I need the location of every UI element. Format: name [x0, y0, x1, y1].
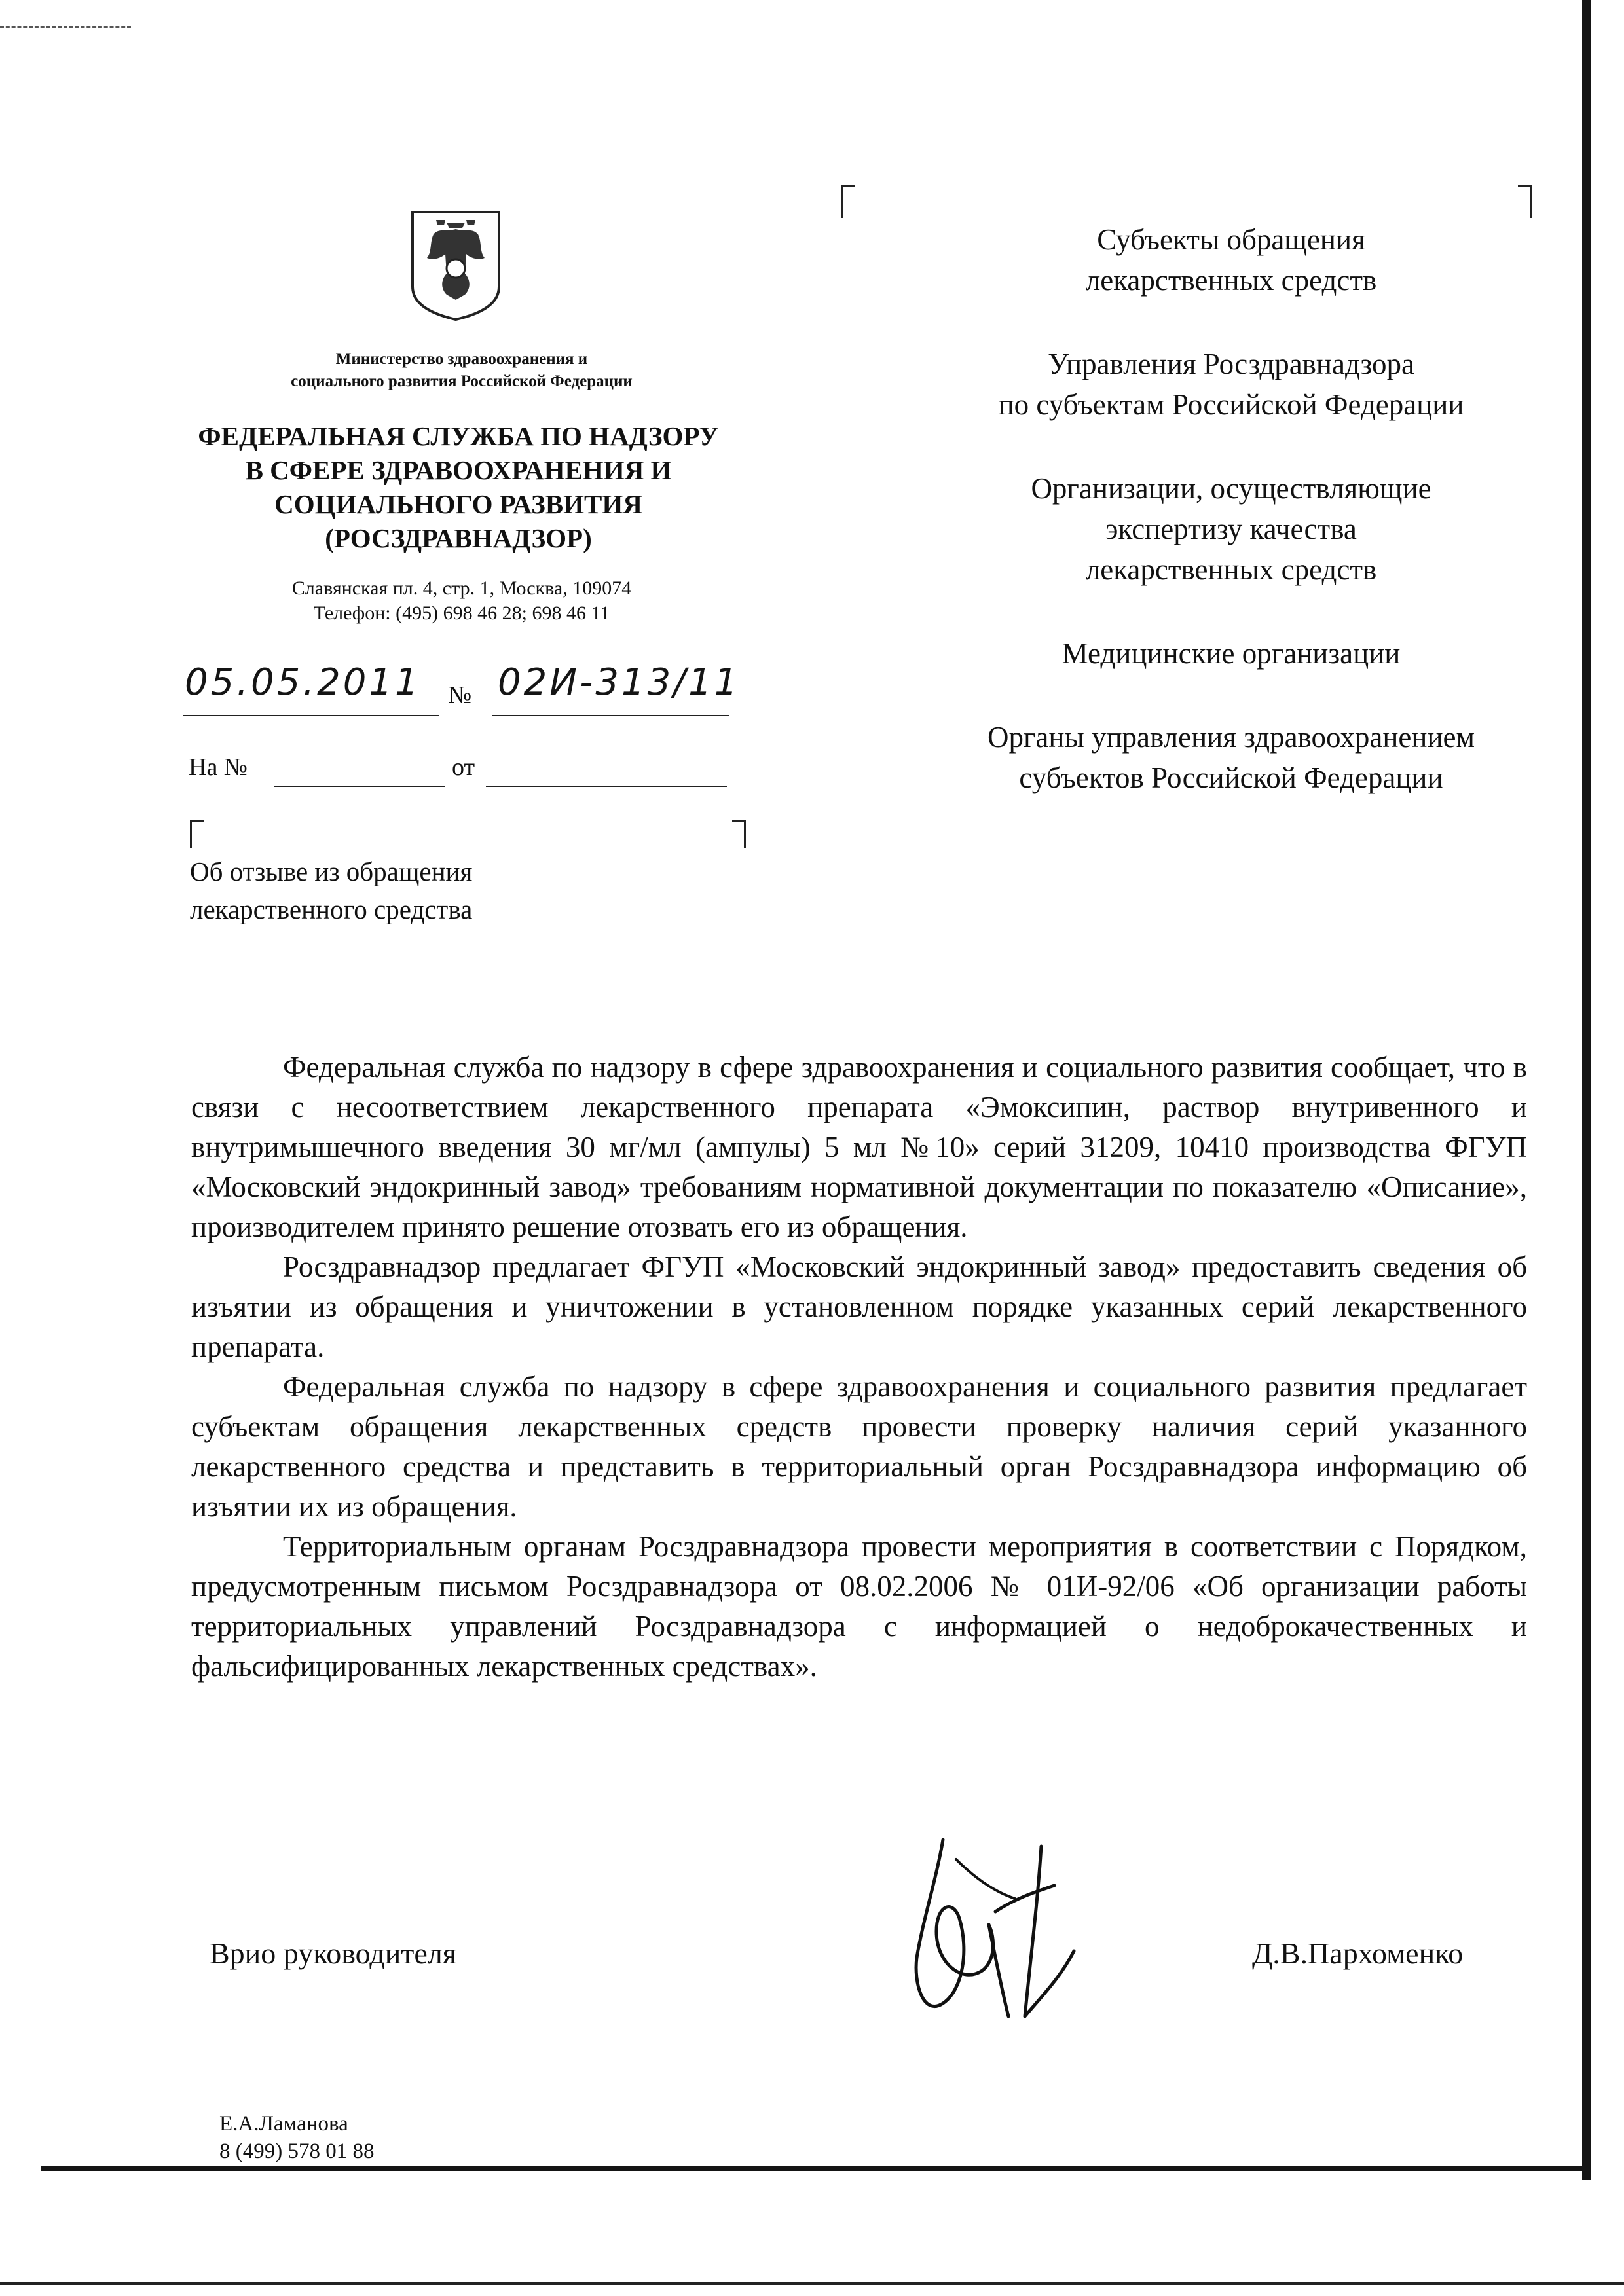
scan-edge-top [0, 26, 131, 30]
reply-label: На № [189, 754, 248, 781]
agency-contacts [196, 576, 727, 626]
body-paragraph: Территориальным органам Росздравнадзора провести мероприятия в соответствии с Порядком, предусмотренным письмом Росздравнадзора от 08.02.2006 № 01И-92/06 «Об организации работы территориальных управлений Росздравнадзора с информацией о недоброкачественных и фальсифицированных лекарственных средствах». [191, 1530, 1527, 1683]
addressee-line: Медицинские организации [1061, 637, 1401, 670]
scan-edge-bottom-lower [0, 2282, 1624, 2285]
registration-number: 02И-313/11 [498, 661, 741, 704]
addressee-group [904, 219, 1559, 301]
body-paragraph: Федеральная служба по надзору в сфере здравоохранения и социального развития предлагает субъектам обращения лекарственных средств провести проверку наличия серий указанного лекарственного средства и представить в территориальный орган Росздравнадзора информацию об изъятии их из обращения. [191, 1370, 1527, 1523]
body-paragraph: Росздравнадзор предлагает ФГУП «Московский эндокринный завод» предоставить сведения об изъятии из обращения и уничтожении в установленном порядке указанных серий лекарственного препарата. [191, 1250, 1527, 1363]
addressee-group [904, 717, 1559, 798]
number-label: № [448, 682, 472, 709]
reply-from-label: от [452, 754, 475, 781]
addressee-line: Субъекты обращения [1097, 223, 1365, 256]
subject-line: лекарственного средства [190, 894, 473, 924]
ministry-line: Министерство здравоохранения и [335, 350, 588, 368]
addressee-line: лекарственных средств [1085, 553, 1377, 586]
addressee-line: по субъектам Российской Федерации [998, 388, 1464, 421]
addressee-corner-left [841, 185, 855, 218]
ministry-name [196, 348, 727, 393]
agency-line: (РОСЗДРАВНАДЗОР) [325, 523, 592, 553]
addressee-list [904, 219, 1559, 841]
subject-corner-left [190, 820, 204, 848]
handwritten-signature [897, 1820, 1094, 2043]
letter-body [191, 1048, 1527, 1686]
agency-address: Славянская пл. 4, стр. 1, Москва, 109074 [291, 577, 632, 599]
subject-line: Об отзыве из обращения [190, 856, 473, 886]
coat-of-arms-icon [407, 208, 504, 323]
addressee-line: Органы управления здравоохранением [987, 721, 1475, 754]
scan-edge-bottom [41, 2166, 1591, 2171]
agency-line: В СФЕРЕ ЗДРАВООХРАНЕНИЯ И [245, 455, 672, 485]
signatory-position: Врио руководителя [210, 1937, 456, 1970]
reply-number-line [274, 786, 445, 787]
agency-line: ФЕДЕРАЛЬНАЯ СЛУЖБА ПО НАДЗОРУ [198, 421, 719, 451]
registration-date: 05.05.2011 [185, 661, 421, 704]
agency-phone: Телефон: (495) 698 46 28; 698 46 11 [313, 602, 610, 624]
signatory-name: Д.В.Пархоменко [1252, 1937, 1464, 1970]
addressee-corner-right [1518, 185, 1532, 218]
letter-subject [190, 852, 648, 928]
addressee-group [904, 468, 1559, 590]
body-paragraph: Федеральная служба по надзору в сфере здравоохранения и социального развития сообщает, что в связи с несоответствием лекарственного препарата «Эмоксипин, раствор внутривенного и внутримышечного введения 30 мг/мл (ампулы) 5 мл №10» серий 31209, 10410 производства ФГУП «Московский эндокринный завод» требованиям нормативной документации по показателю «Описание», производителем принято решение отозвать его из обращения. [191, 1051, 1527, 1243]
ministry-line: социального развития Российской Федерации [291, 373, 633, 390]
addressee-line: Управления Росздравнадзора [1048, 348, 1414, 380]
agency-line: СОЦИАЛЬНОГО РАЗВИТИЯ [274, 489, 642, 519]
date-underline [183, 715, 439, 716]
addressee-group [904, 344, 1559, 425]
addressee-line: Организации, осуществляющие [1031, 472, 1431, 505]
subject-corner-right [732, 820, 746, 848]
agency-name [164, 419, 753, 555]
addressee-line: экспертизу качества [1105, 513, 1357, 545]
addressee-line: лекарственных средств [1085, 264, 1377, 297]
executor-phone: 8 (499) 578 01 88 [219, 2140, 375, 2163]
executor-name: Е.А.Ламанова [219, 2112, 348, 2136]
scan-edge-right [1582, 0, 1591, 2180]
addressee-group [904, 633, 1559, 674]
number-underline [492, 715, 729, 716]
reply-date-line [486, 786, 727, 787]
addressee-line: субъектов Российской Федерации [1019, 761, 1443, 794]
executor-info [219, 2110, 374, 2165]
